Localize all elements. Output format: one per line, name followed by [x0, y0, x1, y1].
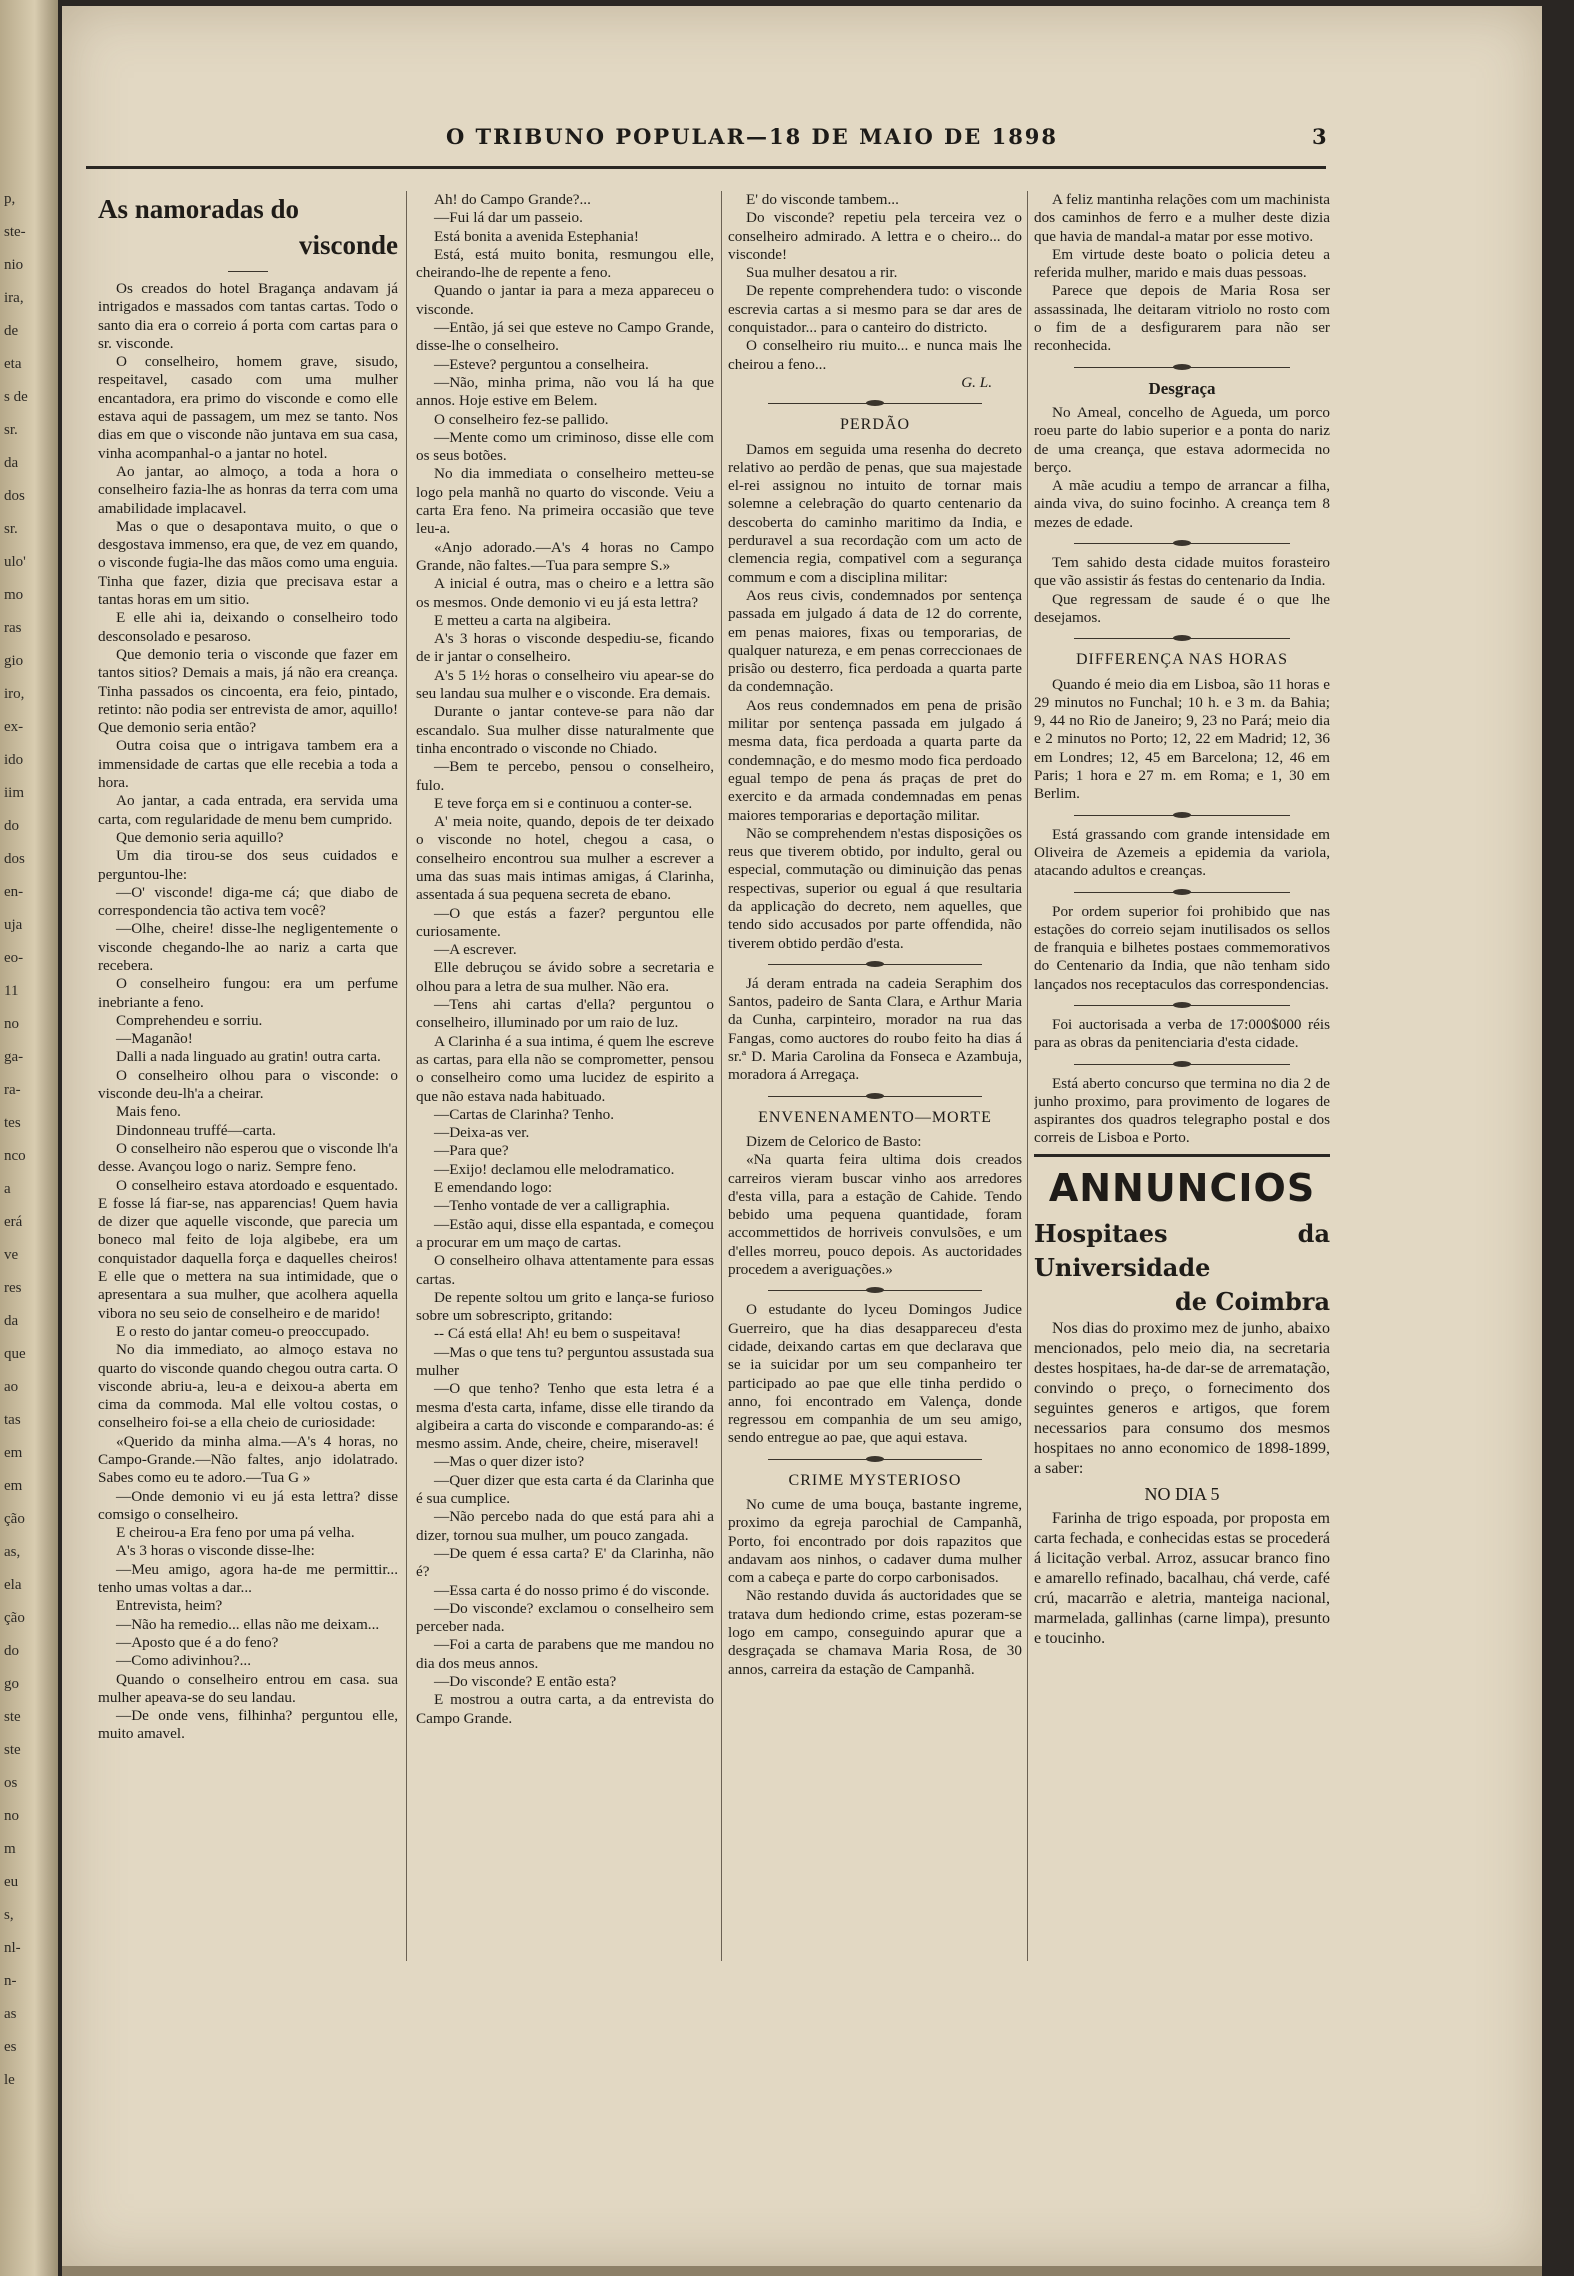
paragraph: —Fui lá dar um passeio.: [434, 209, 583, 227]
facing-page-fragment: sr.: [4, 422, 18, 438]
facing-page-fragment: nio: [4, 257, 24, 273]
facing-page-fragment: ve: [4, 1247, 19, 1263]
paragraph: Não se comprehendem n'estas disposições os reus que tiverem obtido, por indulto, geral ou especial, commutação ou diminuição das penas respectivas, superior ou egual á que resultaria da applicação do decreto, nem aquelles, que tendo sido accusados por parte offendida, não tiverem obtido perdão d'esta.: [728, 824, 1022, 952]
paragraph: O conselheiro riu muito... e nunca mais lhe cheirou a feno...: [728, 337, 1022, 373]
paragraph: Ao jantar, ao almoço, a toda a hora o conselheiro fazia-lhe as honras da terra com uma amabilidade implacavel.: [98, 462, 398, 517]
facing-page-fragment: iro,: [4, 686, 25, 702]
column-4: [1034, 191, 1330, 1961]
facing-page-fragment: nl-: [4, 1940, 21, 1956]
facing-page-fragment: gio: [4, 653, 24, 669]
paragraph: —Meu amigo, agora ha-de me permittir... tenho umas voltas a dar...: [98, 1560, 398, 1597]
section-title-horas: DIFFERENÇA NAS HORAS: [1075, 651, 1289, 669]
paragraph: E teve força em si e continuou a conter-se.: [434, 794, 693, 812]
paragraph: —Mas o que tens tu? perguntou assustada sua mulher: [416, 1343, 714, 1379]
facing-page-fragment: ste: [4, 1742, 21, 1758]
paragraph: —Mente como um criminoso, disse elle com os seus botões.: [416, 428, 714, 465]
paragraph: —A escrever.: [434, 941, 517, 959]
paragraph: Parece que depois de Maria Rosa ser assassinada, lhe deitaram vitriolo no rosto com o fim de a desfigurarem para não ser reconhecida.: [1034, 282, 1330, 355]
paragraph: Está bonita a avenida Estephania!: [434, 227, 639, 245]
ad-day-heading: NO DIA 5: [1144, 1483, 1220, 1504]
paragraph: Ao jantar, a cada entrada, era servida uma carta, com regularidade de menu bem cumprido.: [98, 792, 398, 828]
facing-page-fragment: n-: [4, 1973, 17, 1989]
column-divider: [1027, 191, 1028, 1961]
facing-page-fragment: ex-: [4, 719, 24, 735]
paragraph: —O' visconde! diga-me cá; que diabo de correspondencia tão activa tem você?: [98, 883, 398, 920]
paragraph: O conselheiro olhava attentamente para essas cartas.: [416, 1252, 714, 1288]
facing-page-fragment: do: [4, 1643, 19, 1659]
facing-page-fragment: ga-: [4, 1049, 24, 1065]
paragraph: Comprehendeu e sorriu.: [116, 1011, 263, 1029]
column-divider: [721, 191, 722, 1961]
facing-page-fragment: ra-: [4, 1082, 21, 1098]
paragraph: —Tenho vontade de ver a calligraphia.: [434, 1197, 670, 1215]
paragraph: De repente comprehendera tudo: o visconde escrevia cartas a si mesmo para se dar ares de conquistador... para o canteiro do districto.: [728, 282, 1022, 337]
paragraph: —Aposto que é a do feno?: [116, 1633, 279, 1651]
facing-page-fragment: sr.: [4, 521, 18, 537]
page-bottom-edge: [62, 2266, 1542, 2276]
facing-page-fragment: em: [4, 1445, 23, 1461]
paragraph: —Não, minha prima, não vou lá ha que annos. Hoje estive em Belem.: [416, 373, 714, 410]
facing-page-fragment: res: [4, 1280, 22, 1296]
paragraph: Mas o que o desapontava muito, o que o desgostava immenso, era que, de vez em quando, o visconde fugia-lhe das mãos como uma enguia. Tinha que fazer, dizia que precisava estar a tantas horas em um sitio.: [98, 517, 398, 609]
facing-page-fragment: ira,: [4, 290, 24, 306]
paragraph: —Do visconde? exclamou o conselheiro sem perceber nada.: [416, 1599, 714, 1636]
facing-page-fragment: ela: [4, 1577, 22, 1593]
article-ordem: Por ordem superior foi prohibido que nas estações do correio sejam inutilisados os sellos de franquia e bilhetes postaes commemorativos do Centenario da India, que não tenham sido lançados nos receptaculos das correspondencias.: [1034, 902, 1330, 993]
paragraph: —Olhe, cheire! disse-lhe negligentemente o visconde chegando-lhe ao nariz a carta que recebera.: [98, 920, 398, 974]
paragraph: Do visconde? repetiu pela terceira vez o conselheiro admirado. A lettra e o cheiro... do visconde!: [728, 209, 1022, 263]
section-title-desgraca: Desgraça: [1148, 378, 1216, 398]
page-number: 3: [1312, 124, 1327, 149]
paragraph: Que regressam de saude é o que lhe desejamos.: [1034, 590, 1330, 626]
facing-page-fragment: eta: [4, 356, 22, 372]
paragraph: Damos em seguida uma resenha do decreto relativo ao perdão de penas, que sua majestade el-rei assignou no intuito de tornar mais solemne a celebração do quarto centenario da descoberta do caminho maritimo da India, e perduravel a sua recordação com um acto de clemencia regia, compativel com a segurança commum e com a disciplina militar:: [728, 440, 1022, 586]
section-ornament: [1034, 536, 1330, 550]
paragraph: «Anjo adorado.—A's 4 horas no Campo Grande, não faltes.—Tua para sempre S.»: [416, 538, 714, 574]
paragraph: Aos reus civis, condemnados por sentença passada em julgado á data de 12 do corrente, em penas maiores, fixas ou temporarias, de qualquer natureza, e em penas correccionaes de prisão ou desterro, fica perdoada a quarta parte da condemnação.: [728, 586, 1022, 696]
paragraph: —Do visconde? E então esta?: [434, 1673, 617, 1691]
article-verba: Foi auctorisada a verba de 17:000$000 réis para as obras da penitenciaria d'esta cidade.: [1034, 1015, 1330, 1052]
story-title-line2: visconde: [298, 230, 398, 260]
paragraph: A's 3 horas o visconde disse-lhe:: [116, 1542, 315, 1560]
paragraph: —O que tenho? Tenho que esta letra é a mesma d'esta carta, infame, disse elle tirando da algibeira a carta do visconde e comparando-as: é mesmo assim. Ande, cheire, cheire, miseravel!: [416, 1380, 714, 1453]
facing-page-fragment: ao: [4, 1379, 19, 1395]
paragraph: No Ameal, concelho de Agueda, um porco roeu parte do labio superior e a ponta do nariz de uma creança, que estava adormecida no berço.: [1034, 403, 1330, 476]
paragraph: A mãe acudiu a tempo de arrancar a filha, ainda viva, do suino focinho. A creança tem 8 mezes de edade.: [1034, 477, 1330, 531]
paragraph: O conselheiro fez-se pallido.: [434, 410, 609, 428]
facing-page-fragment: en-: [4, 884, 24, 900]
facing-page-fragment: erá: [4, 1214, 23, 1230]
paragraph: O conselheiro fungou: era um perfume inebriante a feno.: [98, 975, 398, 1011]
story-signature: G. L.: [961, 373, 992, 391]
facing-page-fragment: da: [4, 1313, 19, 1329]
paragraph: Aos reus condemnados em pena de prisão militar por sentença passada em julgado á mesma data, fica perdoada a quarta parte da condemnação, e do mesmo modo fica perdoado egual tempo de pena ás praças de pret do exercito e da armada condemnadas em penas maiores temporarias e deportação militar.: [728, 696, 1022, 824]
facing-page-fragment: go: [4, 1676, 19, 1692]
facing-page-fragment: as,: [4, 1544, 21, 1560]
newspaper-page: [62, 6, 1542, 2266]
section-ornament: [1034, 885, 1330, 899]
paragraph: A' meia noite, quando, depois de ter deixado o visconde no hotel, chegou a casa, o conselheiro encontrou sua mulher a escrever a uma das suas mais intimas amigas, á Clarinha, assentada á sua pequena secreta de ebano.: [416, 813, 714, 904]
facing-page-fragment: ulo': [4, 554, 26, 570]
facing-page-fragment: as: [4, 2006, 17, 2022]
facing-page-fragment: nco: [4, 1148, 26, 1164]
paragraph: Que demonio seria aquillo?: [116, 828, 284, 846]
facing-page-fragment: no: [4, 1016, 19, 1032]
paragraph: A Clarinha é a sua intima, é quem lhe escreve as cartas, para ella não se comprometter, pensou o conselheiro como uma lucidez de espirito a que não estava nada habituado.: [416, 1032, 714, 1105]
paragraph: Durante o jantar conteve-se para não dar escandalo. Sua mulher disse naturalmente que tinha encontrado o visconde no Chiado.: [416, 703, 714, 757]
paragraph: Em virtude deste boato o policia deteu a referida mulher, marido e mais duas pessoas.: [1034, 245, 1330, 282]
ad-items: Farinha de trigo espoada, por proposta em carta fechada, e conhecidas estas se procederá á licitação verbal. Arroz, assucar branco fino e amarello refinado, bacalhau, chá verde, café crú, macarrão e aletria, manteiga nacional, marmelada, gallinhas (carne limpa), presunto e toucinho.: [1034, 1510, 1330, 1648]
ads-rule: [1034, 1154, 1330, 1157]
paragraph: O conselheiro, homem grave, sisudo, respeitavel, casado com uma mulher encantadora, era primo do visconde e como elle estava aqui de passagem, um mez se tanto. Nos dias em que o visconde não juntava em sua casa, vinha acompanhal-o a jantar no hotel.: [98, 353, 398, 462]
title-rule: [228, 271, 268, 272]
facing-page-fragment: dos: [4, 851, 25, 867]
paragraph: Não restando duvida ás auctoridades que se tratava dum hediondo crime, estas pozeram-se logo em campo, conseguindo apurar que a desgraçada se chamava Maria Rosa, de 30 annos, carreira da estação de Campanhã.: [728, 1587, 1022, 1678]
facing-page-fragment: ido: [4, 752, 24, 768]
paragraph: —De quem é essa carta? E' da Clarinha, não é?: [416, 1544, 714, 1581]
paragraph: A feliz mantinha relações com um machinista dos caminhos de ferro e a mulher deste dizia que havia de mandal-a matar por esse motivo.: [1034, 191, 1330, 245]
facing-page-fragment: ste: [4, 1709, 21, 1725]
section-ornament: [1034, 998, 1330, 1012]
article-variola: Está grassando com grande intensidade em Oliveira de Azemeis a epidemia da variola, atacando adultos e creanças.: [1034, 825, 1330, 880]
section-ornament: [1034, 360, 1330, 374]
facing-page-fragment: s de: [4, 389, 28, 405]
paragraph: —Essa carta é do nosso primo é do visconde.: [434, 1581, 710, 1599]
facing-page-fragment: uja: [4, 917, 23, 933]
paragraph: Ah! do Campo Grande?...: [434, 191, 591, 208]
paragraph: Está, está muito bonita, resmungou elle, cheirando-lhe de repente a feno.: [416, 245, 714, 282]
paragraph: De repente soltou um grito e lança-se furioso sobre um sobrescripto, gritando:: [416, 1288, 714, 1325]
section-title-perdao: PERDÃO: [839, 416, 910, 434]
column-1: [98, 191, 398, 1961]
masthead: [62, 124, 1542, 154]
facing-page-fragment: iim: [4, 785, 25, 801]
paragraph: A's 5 1½ horas o conselheiro viu apear-se do seu landau sua mulher e o visconde. Era demais.: [416, 666, 714, 703]
section-ornament: [728, 396, 1022, 410]
column-2: [416, 191, 714, 1961]
ad-title-line1: Hospitaes da Universidade: [1034, 1218, 1330, 1282]
facing-page-fragment: mo: [4, 587, 24, 603]
paragraph: —Não ha remedio... ellas não me deixam...: [116, 1615, 380, 1633]
column-divider: [406, 191, 407, 1961]
section-ornament: [728, 957, 1022, 971]
paragraph: E elle ahi ia, deixando o conselheiro todo desconsolado e pesaroso.: [98, 609, 398, 645]
paragraph: —Onde demonio vi eu já esta lettra? disse comsigo o conselheiro.: [98, 1487, 398, 1523]
paragraph: Elle debruçou se ávido sobre a secretaria e olhou para a letra de sua mulher. Não era.: [416, 959, 714, 995]
masthead-title: O TRIBUNO POPULAR—18 DE MAIO DE 1898: [445, 124, 1059, 149]
facing-page-fragment: os: [4, 1775, 18, 1791]
section-title-envenenamento: ENVENENAMENTO—MORTE: [758, 1108, 992, 1126]
paragraph: Sua mulher desatou a rir.: [746, 264, 898, 282]
paragraph: —De onde vens, filhinha? perguntou elle, muito amavel.: [98, 1707, 398, 1743]
section-title-crime: CRIME MYSTERIOSO: [788, 1471, 962, 1489]
paragraph: —Deixa-as ver.: [434, 1124, 530, 1142]
article-horas: Quando é meio dia em Lisboa, são 11 horas e 29 minutos no Funchal; 10 h. e 3 m. da Bahia; 9, 44 no Rio de Janeiro; 9, 23 no Pará; meio dia e 2 minutos no Porto; 12, 22 em Madrid; 12, 36 em Londres; 12, 45 em Barcelona; 12, 46 em Paris; 1 hora e 27 m. em Roma; e 1, 30 em Berlim.: [1034, 675, 1330, 803]
paragraph: E mostrou a outra carta, a da entrevista do Campo Grande.: [416, 1691, 714, 1727]
paragraph: —Para que?: [434, 1142, 509, 1160]
paragraph: —Não percebo nada do que está para ahi a dizer, tornou sua mulher, um pouco zangada.: [416, 1508, 714, 1544]
paragraph: Outra coisa que o intrigava tambem era a immensidade de cartas que elle recebia a toda a hora.: [98, 737, 398, 792]
paragraph: Que demonio teria o visconde que fazer em tantos sitios? Demais a mais, já não era creança. Tinha passados os cincoenta, era feio, pintado, retinto: não podia ser entrevista de amor, aquillo! Que demonio seria então?: [98, 645, 398, 737]
paragraph: —Exijo! declamou elle melodramatico.: [434, 1160, 675, 1178]
paragraph: —Cartas de Clarinha? Tenho.: [434, 1105, 615, 1123]
facing-page-fragment: a: [4, 1181, 11, 1197]
article-concurso: Está aberto concurso que termina no dia 2 de junho proximo, para provimento de logares de aspirantes dos quadros telegrapho postal e dos correis de Lisboa e Porto.: [1034, 1074, 1330, 1147]
facing-page-fragment: ste-: [4, 224, 26, 240]
story-title-line1: As namoradas do: [98, 194, 300, 224]
facing-page-fragment: dos: [4, 488, 25, 504]
facing-page-fragment: tes: [4, 1115, 21, 1131]
facing-page-fragment: da: [4, 455, 19, 471]
paragraph: Entrevista, heim?: [116, 1597, 223, 1615]
paragraph: «Na quarta feira ultima dois creados carreiros vieram buscar vinho aos arredores d'esta villa, para a estação de Cahide. Tendo bebido uma pequena quantidade, foram accommettidos de horriveis convulsões, e um d'elles morreu, pouco depois. As auctoridades procedem a averiguações.»: [728, 1151, 1022, 1279]
paragraph: A's 3 horas o visconde despediu-se, ficando de ir jantar o conselheiro.: [416, 630, 714, 666]
paragraph: -- Cá está ella! Ah! eu bem o suspeitava!: [434, 1325, 682, 1343]
facing-page-fragment: de: [4, 323, 19, 339]
facing-page-fragment: que: [4, 1346, 26, 1362]
paragraph: —Foi a carta de parabens que me mandou no dia dos meus annos.: [416, 1636, 714, 1672]
article-lyceu: O estudante do lyceu Domingos Judice Guerreiro, que ha dias desappareceu d'esta cidade, deixando cartas em que declarava que se ia suicidar por um seu companheiro ter participado ao pae que elle tinha perdido o anno, foi encontrado em Valença, donde regressou em companhia de um seu amigo, sendo entregue ao pae, que aqui estava.: [728, 1301, 1022, 1447]
paragraph: —Bem te percebo, pensou o conselheiro, fulo.: [416, 758, 714, 794]
facing-page-fragment: ção: [4, 1511, 25, 1527]
paragraph: O conselheiro olhou para o visconde: o visconde deu-lh'a a cheirar.: [98, 1066, 398, 1103]
paragraph: —Como adivinhou?...: [116, 1652, 251, 1670]
column-3: [728, 191, 1022, 1961]
paragraph: —Então, já sei que esteve no Campo Grande, disse-lhe o conselheiro.: [416, 319, 714, 355]
article-cadeia: Já deram entrada na cadeia Seraphim dos Santos, padeiro de Santa Clara, e Arthur Maria da Cunha, carpinteiro, morador na rua das Fangas, como auctores do roubo feito ha dias á sr.ª D. Maria Carolina da Fonseca e Azambuja, moradora á Arregaça.: [728, 974, 1022, 1084]
paragraph: E metteu a carta na algibeira.: [434, 611, 612, 629]
paragraph: —Mas o quer dizer isto?: [434, 1453, 585, 1471]
ad-text: Nos dias do proximo mez de junho, abaixo mencionados, pelo meio dia, na secretaria destes hospitaes, ha-de dar-se de arrematação, convindo o preço, o fornecimento dos seguintes generos e artigos, que forem necessarios para consumo dos mesmos hospitaes no anno economico de 1898-1899, a saber:: [1034, 1319, 1330, 1477]
section-ornament: [1034, 808, 1330, 822]
ads-heading: ANNUNCIOS: [1048, 1165, 1316, 1210]
section-ornament: [728, 1283, 1022, 1297]
facing-page-fragment: es: [4, 2039, 17, 2055]
facing-page-fragment: p,: [4, 191, 16, 207]
paragraph: Mais feno.: [116, 1103, 181, 1121]
paragraph: Dindonneau truffé—carta.: [116, 1121, 276, 1139]
paragraph: Dalli a nada linguado au gratin! outra carta.: [116, 1048, 381, 1066]
paragraph: No dia immediata o conselheiro metteu-se logo pela manhã no quarto do visconde. Veiu a carta Era feno. Na primeira occasião que teve leu-a.: [416, 465, 714, 538]
section-ornament: [728, 1089, 1022, 1103]
paragraph: A inicial é outra, mas o cheiro e a lettra são os mesmos. Onde demonio vi eu já esta lettra?: [416, 575, 714, 611]
ad-title-line2: de Coimbra: [1174, 1286, 1330, 1316]
facing-page-fragment: m: [4, 1841, 16, 1857]
paragraph: —O que estás a fazer? perguntou elle curiosamente.: [416, 904, 714, 940]
paragraph: E cheirou-a Era feno por uma pá velha.: [116, 1524, 355, 1542]
paragraph: No cume de uma bouça, bastante ingreme, proximo da egreja parochial de Campanhã, Porto, foi encontrado por dois rapazitos que andavam aos ninhos, o cadaver duma mulher com a cabeça e parte do corpo carbonisados.: [728, 1496, 1022, 1587]
paragraph: Os creados do hotel Bragança andavam já intrigados e massados com tantas cartas. Todo o santo dia era o correio á porta com cartas para o sr. visconde.: [98, 280, 398, 352]
section-ornament: [1034, 1057, 1330, 1071]
facing-page-fragment: ção: [4, 1610, 25, 1626]
facing-page-fragment: le: [4, 2072, 15, 2088]
facing-page-fragment: no: [4, 1808, 19, 1824]
paragraph: O conselheiro não esperou que o visconde lh'a desse. Avançou logo o nariz. Sempre feno.: [98, 1139, 398, 1176]
facing-page-fragment: ras: [4, 620, 22, 636]
paragraph: No dia immediato, ao almoço estava no quarto do visconde quando chegou outra carta. O visconde abriu-a, leu-a e deixou-a aberta em cima da commoda. Mal elle voltou costas, o conselheiro foi-se a ella cheio de curiosidade:: [98, 1341, 398, 1432]
facing-page-fragment: 11: [4, 983, 19, 999]
section-ornament: [728, 1452, 1022, 1466]
paragraph: —Maganão!: [116, 1030, 193, 1048]
facing-page-fragment: eu: [4, 1874, 19, 1890]
paragraph: —Tens ahi cartas d'ella? perguntou o conselheiro, illuminado por um raio de luz.: [416, 996, 714, 1032]
paragraph: E emendando logo:: [434, 1179, 553, 1197]
facing-page-fragment: do: [4, 818, 19, 834]
paragraph: E o resto do jantar comeu-o preoccupado.: [116, 1322, 370, 1340]
section-ornament: [1034, 631, 1330, 645]
paragraph: Tem sahido desta cidade muitos forasteiro que vão assistir ás festas do centenario da India.: [1034, 554, 1330, 590]
paragraph: Um dia tirou-se dos seus cuidados e perguntou-lhe:: [98, 847, 398, 883]
paragraph: —Esteve? perguntou a conselheira.: [434, 355, 649, 373]
facing-page-fragment: em: [4, 1478, 23, 1494]
paragraph: Quando o jantar ia para a meza appareceu o visconde.: [416, 282, 714, 318]
masthead-rule: [86, 166, 1326, 169]
paragraph: —Estão aqui, disse ella espantada, e começou a procurar em um maço de cartas.: [416, 1215, 714, 1251]
paragraph: Quando o conselheiro entrou em casa. sua mulher apeava-se do seu landau.: [98, 1670, 398, 1706]
facing-page-edge: [0, 0, 58, 2276]
facing-page-fragment: eo-: [4, 950, 24, 966]
paragraph: O conselheiro estava atordoado e esquentado. E fosse lá fiar-se, nas apparencias! Quem havia de dizer que aquelle visconde, que parecia um boneco mal feito de loja algibebe, era um conquistador daquella força e daquelles cheiros! E elle que o mettera na sua intimidade, que o apresentara a sua mulher, que acolhera aquella vibora no seu seio de conselheiro e de marido!: [98, 1176, 398, 1322]
paragraph: «Querido da minha alma.—A's 4 horas, no Campo-Grande.—Não faltes, anjo idolatrado. Sabes como eu te adoro.—Tua G »: [98, 1432, 398, 1487]
paragraph: —Quer dizer que esta carta é da Clarinha que é sua cumplice.: [416, 1471, 714, 1508]
paragraph: Dizem de Celorico de Basto:: [746, 1132, 922, 1150]
facing-page-fragment: s,: [4, 1907, 14, 1923]
paragraph: E' do visconde tambem...: [746, 191, 899, 208]
facing-page-fragment: tas: [4, 1412, 21, 1428]
